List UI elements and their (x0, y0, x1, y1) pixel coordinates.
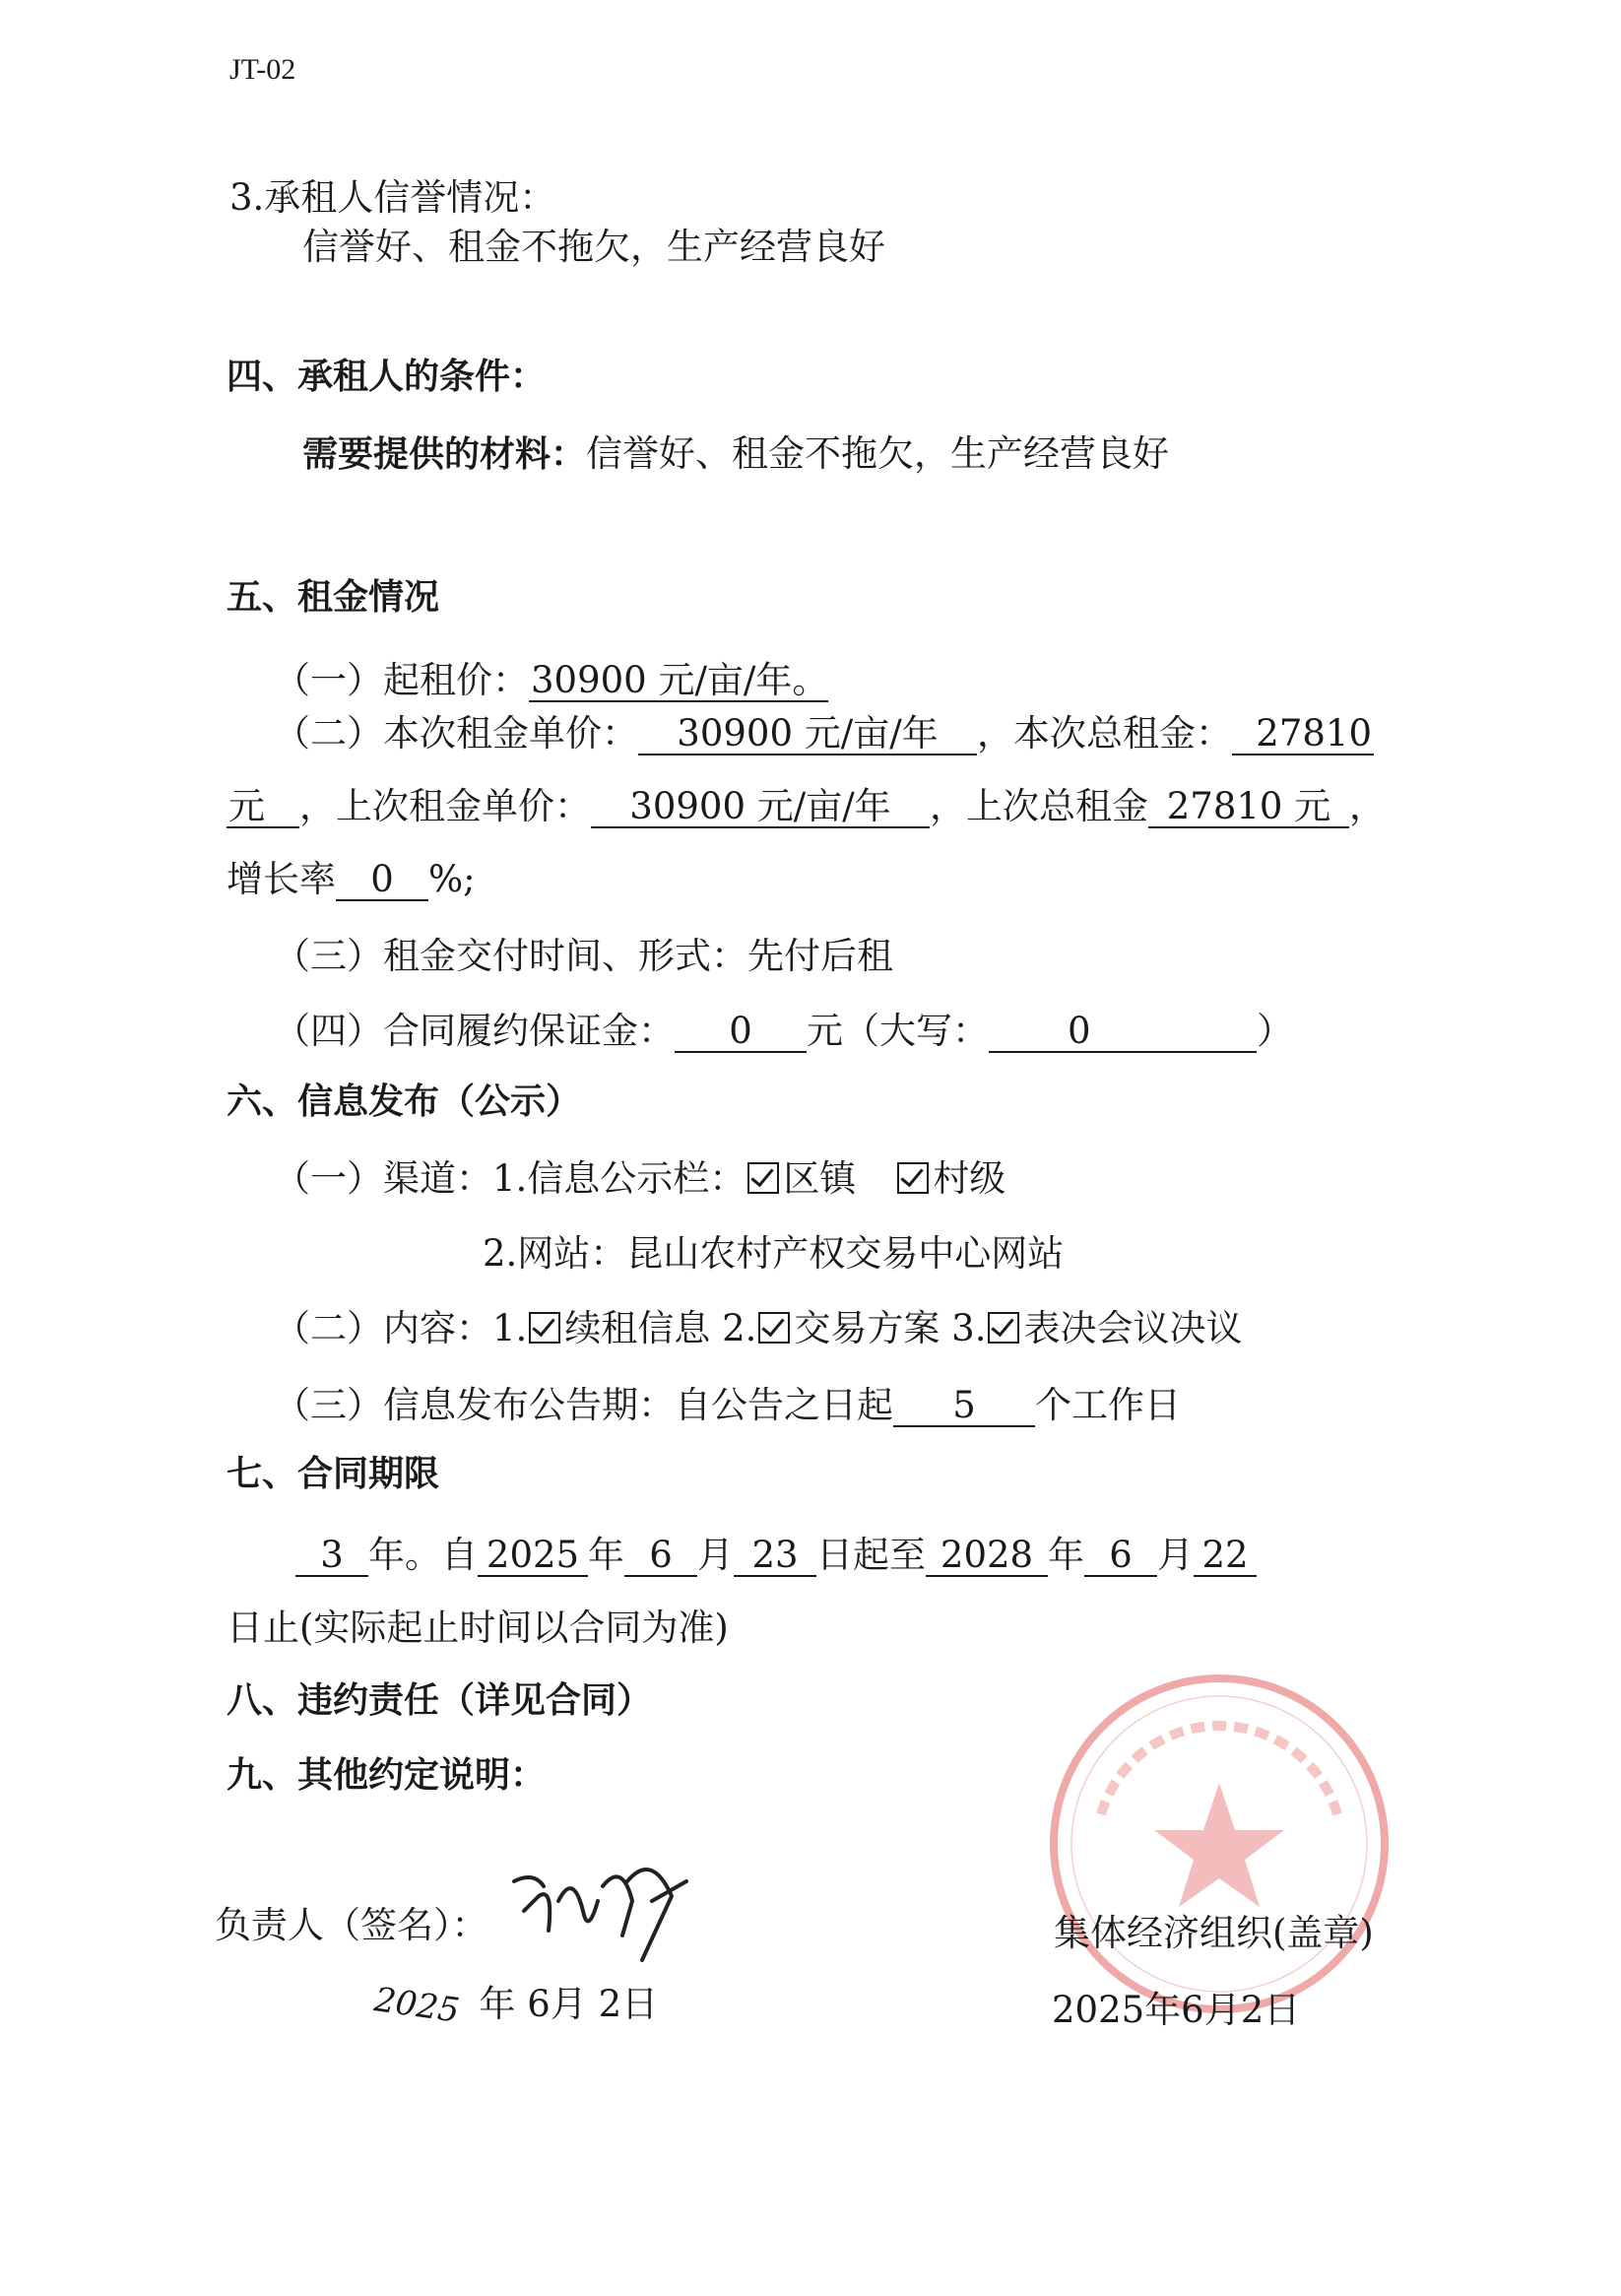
start-month-unit: 月 (697, 1534, 734, 1576)
document-code: JT-02 (229, 53, 296, 86)
credit-text: 信誉好、租金不拖欠，生产经营良好 (302, 226, 885, 268)
publish-period (274, 1383, 1181, 1428)
checkbox-checked-icon (529, 1312, 560, 1344)
rent-current-price: 30900 元/亩/年 (638, 714, 977, 755)
contract-term (295, 1533, 1257, 1578)
rent-current (274, 711, 1374, 756)
start-month: 6 (624, 1536, 697, 1577)
person-sign-year: 2025 (371, 1980, 462, 2031)
checkbox-checked-icon (897, 1162, 929, 1194)
person-sign-date-rest: 年 6月 2日 (479, 1983, 659, 2025)
start-day: 23 (734, 1536, 816, 1577)
rent-prev-price: 30900 元/亩/年 (591, 787, 930, 828)
checkbox-checked-icon (758, 1312, 790, 1344)
growth-unit: %; (428, 858, 476, 900)
section4-body (302, 431, 1169, 478)
deposit-value: 0 (675, 1012, 807, 1053)
end-year: 2028 (926, 1536, 1048, 1577)
section4-label: 需要提供的材料： (302, 434, 587, 475)
section7-title: 七、合同期限 (227, 1454, 440, 1494)
term-years-unit: 年。自 (368, 1534, 478, 1576)
channel-option-town: 区镇 (783, 1157, 857, 1200)
checkbox-checked-icon (747, 1162, 779, 1194)
start-year: 2025 (478, 1536, 588, 1577)
deposit-label: （四）合同履约保证金： (274, 1010, 675, 1052)
period-unit: 个工作日 (1035, 1384, 1181, 1426)
rent-start-price (274, 658, 828, 703)
person-sign-date (371, 1980, 659, 2031)
rent-prev-total: 27810 元 (1148, 787, 1349, 828)
rent-current-label: （二）本次租金单价： (274, 712, 638, 754)
rent-prev-price-label: ，上次租金单价： (299, 785, 591, 827)
org-seal-label: 集体经济组织(盖章) (1054, 1912, 1374, 1954)
org-sign-date: 2025年6月2日 (1052, 1989, 1301, 2031)
rent-growth (227, 857, 476, 902)
rent-start-label: （一）起租价： (274, 659, 529, 701)
period-value: 5 (893, 1386, 1035, 1427)
rent-payment-terms: （三）租金交付时间、形式：先付后租 (274, 935, 893, 977)
section6-title: 六、信息发布（公示） (227, 1082, 582, 1122)
period-label: （三）信息发布公告期：自公告之日起 (274, 1384, 893, 1426)
deposit-unit: 元（大写： (807, 1010, 989, 1052)
person-sign-label: 负责人（签名）： (215, 1904, 488, 1946)
content-option-plan: 交易方案 3. (794, 1307, 987, 1349)
channel-label: （一）渠道：1.信息公示栏： (274, 1157, 746, 1200)
end-month: 6 (1084, 1536, 1157, 1577)
rent-total-unit: 元 (227, 787, 299, 828)
content-option-resolution: 表决会议决议 (1023, 1307, 1243, 1349)
performance-deposit (274, 1009, 1293, 1054)
start-day-unit: 日起至 (816, 1534, 926, 1576)
section9-title: 九、其他约定说明： (227, 1755, 547, 1796)
contract-term-note: 日止(实际起止时间以合同为准) (227, 1607, 729, 1649)
rent-prev-comma: ， (1349, 785, 1386, 827)
end-day: 22 (1194, 1536, 1257, 1577)
section4-text: 信誉好、租金不拖欠，生产经营良好 (586, 432, 1170, 475)
signature-scribble (504, 1842, 691, 1970)
channel-bulletin (274, 1156, 1005, 1202)
rent-prev-total-label: ，上次总租金 (930, 785, 1148, 827)
end-year-unit: 年 (1048, 1534, 1084, 1576)
content-label: （二）内容：1. (274, 1307, 528, 1349)
channel-option-village: 村级 (933, 1157, 1006, 1200)
official-seal (1042, 1667, 1396, 2021)
rent-previous (227, 784, 1386, 829)
deposit-caps: 0 (989, 1012, 1257, 1053)
section5-title: 五、租金情况 (227, 577, 440, 618)
rent-start-value: 30900 元/亩/年。 (531, 659, 829, 701)
publish-content (274, 1306, 1242, 1351)
channel-website: 2.网站：昆山农村产权交易中心网站 (483, 1232, 1065, 1275)
start-year-unit: 年 (588, 1534, 624, 1576)
section4-title: 四、承租人的条件： (227, 357, 547, 397)
content-option-renewal: 续租信息 2. (564, 1307, 757, 1349)
term-years: 3 (295, 1536, 368, 1577)
credit-heading: 3.承租人信誉情况： (229, 176, 556, 219)
section8-title: 八、违约责任（详见合同） (227, 1680, 653, 1721)
deposit-end: ） (1257, 1010, 1293, 1052)
rent-total-value: 27810 (1232, 714, 1374, 755)
growth-value: 0 (336, 860, 428, 901)
end-month-unit: 月 (1157, 1534, 1194, 1576)
rent-total-label: ，本次总租金： (977, 712, 1232, 754)
growth-label: 增长率 (227, 858, 336, 900)
checkbox-checked-icon (988, 1312, 1019, 1344)
